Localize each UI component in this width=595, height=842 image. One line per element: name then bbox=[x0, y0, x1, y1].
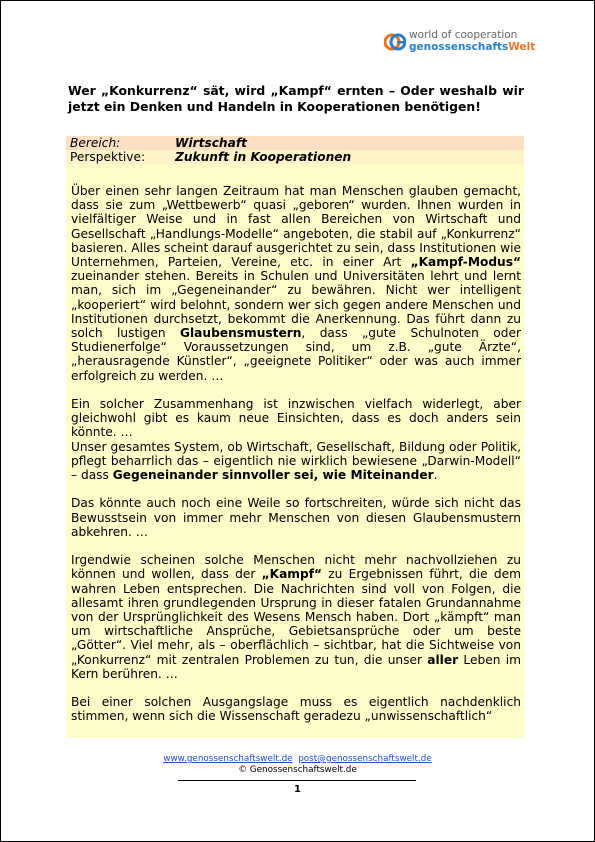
paragraph-5: Bei einer solchen Ausgangslage muss es eigentlich nachdenklich stimmen, wenn sich die Wissenschaft geradezu „unwissenschaftlich“ bbox=[71, 695, 521, 724]
article-body bbox=[66, 164, 524, 738]
logo bbox=[384, 30, 554, 54]
footer-links bbox=[0, 754, 595, 765]
meta-row-bereich bbox=[66, 136, 524, 150]
logo-tagline: world of cooperation bbox=[409, 29, 518, 41]
meta-row-perspektive bbox=[66, 150, 524, 164]
meta-table bbox=[66, 136, 524, 164]
page-footer bbox=[0, 754, 595, 776]
paragraph-2: Ein solcher Zusammenhang ist inzwischen vielfach widerlegt, aber gleichwohl gibt es kaum neue Einsichten, dass es doch anders sein könnte. … Unser gesamtes System, ob Wirtschaft, Gesellschaft, Bildung oder Politik, pflegt beharrlich das – eigentlich nie wirklich bewiesene „Darwin-Modell“ – dass Gegeneinander sinnvoller sei, wie Miteinander. bbox=[71, 397, 521, 483]
logo-wordmark: genossenschaftsWelt bbox=[409, 41, 536, 53]
page-number: 1 bbox=[294, 784, 301, 795]
bereich-label: Bereich: bbox=[70, 136, 121, 150]
website-link[interactable]: www.genossenschaftswelt.de bbox=[163, 754, 293, 764]
footer-divider bbox=[178, 780, 416, 781]
logo-mark-icon bbox=[384, 32, 406, 52]
paragraph-4: Irgendwie scheinen solche Menschen nicht mehr nachvollziehen zu können und wollen, dass der „Kampf“ zu Ergebnissen führt, die dem wahren Leben entsprechen. Die Nachrichten sind voll von Folgen, die allesamt ihren grundlegenden Ursprung in dieser fatalen Grundannahme von der Ursprünglichkeit des Wesens Mensch haben. Dort „kämpft“ man um wirtschaftliche Ansprüche, Gebietsansprüche oder um beste „Götter“. Viel mehr, als – oberflächlich – sichtbar, hat die Sichtweise von „Konkurrenz“ mit zentralen Problemen zu tun, die unser aller Leben im Kern berühren. … bbox=[71, 553, 522, 681]
copyright: © Genossenschaftswelt.de bbox=[238, 765, 357, 775]
paragraph-3: Das könnte auch noch eine Weile so fortschreiten, würde sich nicht das Bewusstsein von immer mehr Menschen von diesen Glaubensmustern abkehren. … bbox=[71, 496, 521, 539]
perspektive-label: Perspektive: bbox=[70, 150, 146, 164]
bereich-value: Wirtschaft bbox=[175, 136, 247, 150]
article-headline: Wer „Konkurrenz“ sät, wird „Kampf“ ernten – Oder weshalb wir jetzt ein Denken und Handeln in Kooperationen benötigen! bbox=[68, 83, 524, 114]
email-link[interactable]: post@genossenschaftswelt.de bbox=[298, 754, 432, 764]
perspektive-value: Zukunft in Kooperationen bbox=[175, 150, 352, 164]
paragraph-1: Über einen sehr langen Zeitraum hat man Menschen glauben gemacht, dass sie zum „Wettbewerb“ quasi „geboren“ wurden. Ihnen wurden in vielfältiger Weise und in fast allen Bereichen von Wirtschaft und Gesellschaft „Handlungs-Modelle“ angeboten, die stabil auf „Konkurrenz“ basieren. Alles scheint darauf ausgerichtet zu sein, dass Institutionen wie Unternehmen, Parteien, Vereine, etc. in einer Art „Kampf-Modus“ zueinander stehen. Bereits in Schulen und Universitäten lehrt und lernt man, sich im „Gegeneinander“ zu bewähren. Nicht wer intelligent „kooperiert“ wird belohnt, sondern wer sich gegen andere Menschen und Institutionen durchsetzt, bekommt die Anerkennung. Das führt dann zu solch lustigen Glaubensmustern, dass „gute Schulnoten oder Studienerfolge“ Voraussetzungen sind, um z.B. „gute Ärzte“, „herausragende Künstler“, „geeignete Politiker“ oder was auch immer erfolgreich zu werden. … bbox=[71, 184, 521, 383]
